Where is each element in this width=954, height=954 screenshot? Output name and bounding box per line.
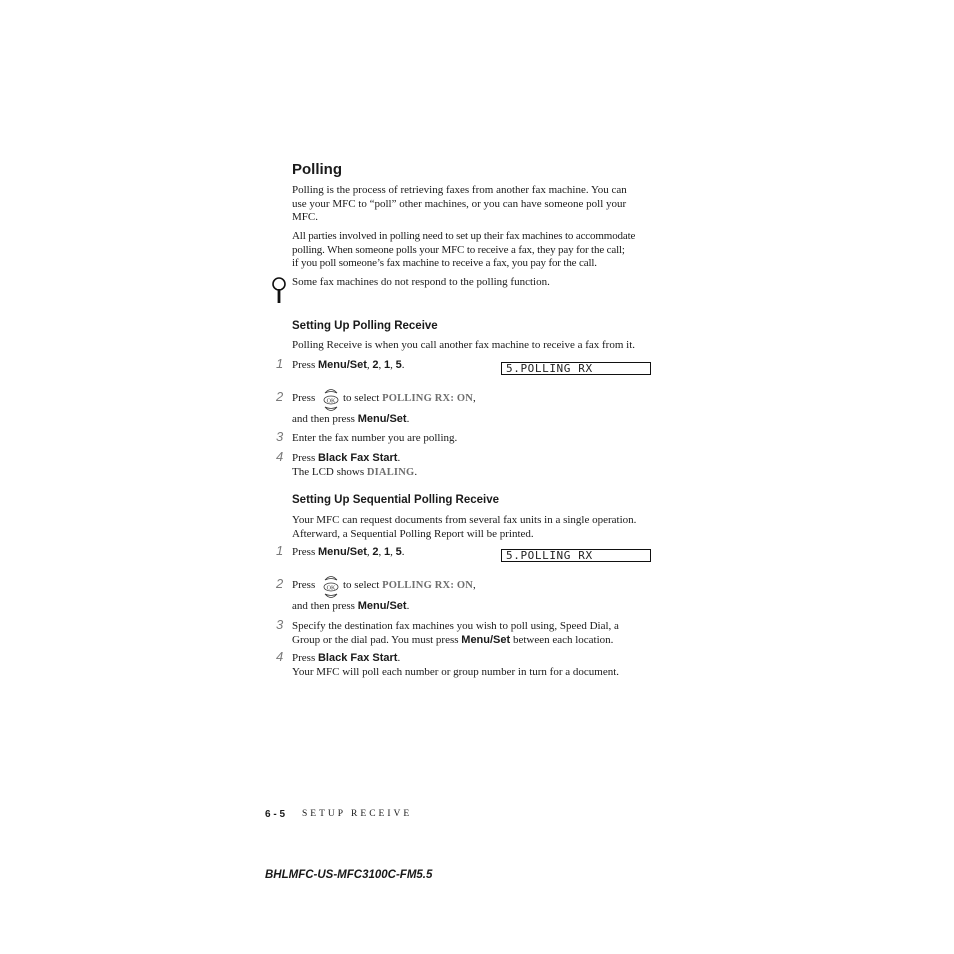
subsection-title-sequential-polling: Setting Up Sequential Polling Receive — [292, 494, 500, 506]
step-number: 2 — [276, 576, 284, 591]
seq-step-3-text: Specify the destination fax machines you wish to poll using, Speed Dial, a Group or the dial pad. You must press Menu/Set between each location. — [292, 620, 619, 646]
text-line: All parties involved in polling need to set up their fax machines to accommodate — [292, 230, 636, 242]
sequential-intro — [292, 514, 636, 541]
step-number: 3 — [276, 617, 284, 632]
text-line: if you poll someone’s fax machine to receive a fax, you pay for the call. — [292, 257, 597, 270]
step-3-text: Enter the fax number you are polling. — [292, 432, 458, 444]
step-1-text: Press Menu/Set, 2, 1, 5. — [292, 359, 405, 371]
subsection-title-polling-receive: Setting Up Polling Receive — [292, 320, 438, 332]
step-number: 2 — [276, 389, 284, 404]
navigation-ok-key-icon — [321, 574, 341, 600]
text-line: Your MFC can request documents from several fax units in a single operation. — [292, 514, 637, 526]
step-number: 3 — [276, 429, 284, 444]
seq-step-4-text: Press Black Fax Start. Your MFC will poll each number or group number in turn for a document. — [292, 652, 620, 678]
ok-key-label: OK — [326, 585, 336, 592]
intro-paragraph-2 — [292, 230, 635, 271]
step-4-text: Press Black Fax Start. The LCD shows DIALING. — [292, 452, 418, 478]
seq-step-2-press: Press — [292, 579, 316, 591]
seq-step-1-text: Press Menu/Set, 2, 1, 5. — [292, 546, 405, 558]
lcd-display: 5.POLLING RX — [501, 549, 651, 562]
document-id: BHLMFC-US-MFC3100C-FM5.5 — [265, 869, 433, 881]
section-title: Polling — [292, 161, 342, 178]
navigation-ok-key-icon — [321, 387, 341, 413]
intro-paragraph-1 — [292, 184, 627, 225]
seq-step-2-line-2: and then press Menu/Set. — [292, 600, 410, 612]
text-line: MFC. — [292, 211, 318, 224]
polling-receive-intro: Polling Receive is when you call another fax machine to receive a fax from it. — [292, 339, 636, 351]
note-icon — [271, 276, 287, 304]
text-line: Polling is the process of retrieving faxes from another fax machine. You can — [292, 184, 627, 196]
text-line: Afterward, a Sequential Polling Report will be printed. — [292, 527, 534, 540]
chapter-title: SETUP RECEIVE — [302, 809, 413, 819]
page-number: 6 - 5 — [265, 809, 286, 820]
lcd-display: 5.POLLING RX — [501, 362, 651, 375]
step-number: 4 — [276, 449, 284, 464]
note-text: Some fax machines do not respond to the polling function. — [292, 276, 550, 288]
step-2-line-2: and then press Menu/Set. — [292, 413, 410, 425]
text-line: use your MFC to “poll” other machines, or you can have someone poll your — [292, 197, 627, 210]
ok-key-label: OK — [326, 398, 336, 405]
step-2-press: Press — [292, 392, 316, 404]
step-number: 4 — [276, 649, 284, 664]
text-line: polling. When someone polls your MFC to receive a fax, they pay for the call; — [292, 243, 625, 256]
step-number: 1 — [276, 356, 284, 371]
step-2-select-text: to select POLLING RX: ON, — [343, 392, 476, 404]
step-number: 1 — [276, 543, 284, 558]
seq-step-2-select-text: to select POLLING RX: ON, — [343, 579, 476, 591]
